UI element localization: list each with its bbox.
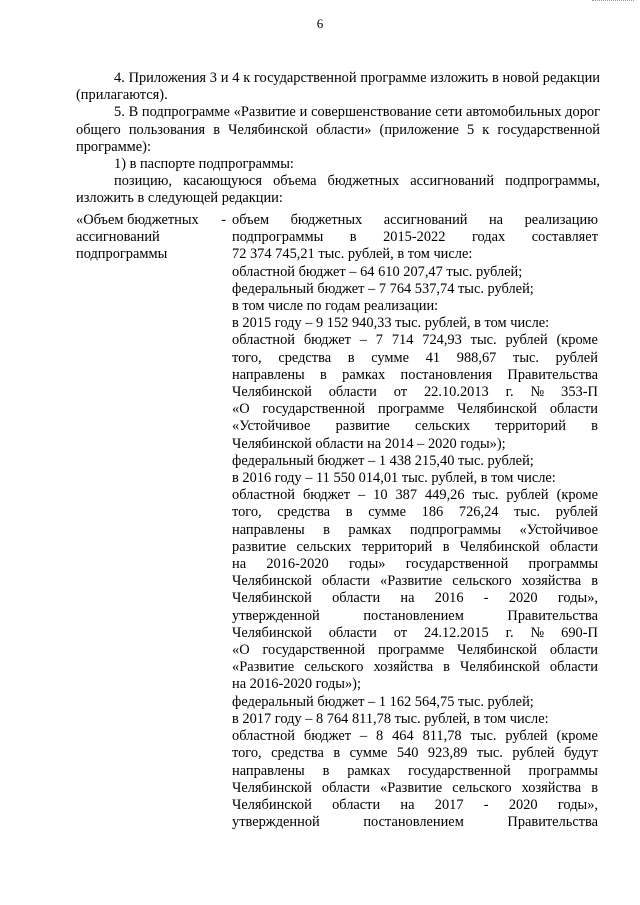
content-line: подпрограммы в 2015-2022 годах составляет	[232, 229, 598, 246]
content-line: областной бюджет – 10 387 449,26 тыс. рублей (кроме	[232, 487, 598, 504]
content-line: 72 374 745,21 тыс. рублей, в том числе:	[232, 246, 473, 263]
content-line: областной бюджет – 64 610 207,47 тыс. рублей;	[232, 263, 523, 280]
label-line-2: ассигнований	[76, 229, 160, 246]
content-line: областной бюджет – 7 714 724,93 тыс. рублей (кроме	[232, 332, 598, 349]
content-line: развитие сельских территорий в Челябинской области	[232, 538, 598, 555]
intro-block	[76, 70, 600, 208]
paragraph-subitem-1: 1) в паспорте подпрограммы:	[114, 156, 294, 173]
content-line: «О государственной программе Челябинской области	[232, 642, 598, 659]
paragraph-item-4: 4. Приложения 3 и 4 к государственной программе изложить в новой редакции (прилагаются).	[76, 70, 600, 104]
content-line: в 2016 году – 11 550 014,01 тыс. рублей, в том числе:	[232, 470, 556, 487]
content-line: федеральный бюджет – 1 438 215,40 тыс. рублей;	[232, 452, 534, 469]
content-line: Челябинской области на 2014 – 2020 годы»);	[232, 435, 506, 452]
content-line: в 2015 году – 9 152 940,33 тыс. рублей, в том числе:	[232, 315, 550, 332]
content-line: «Развитие сельского хозяйства в Челябинской области	[232, 659, 598, 676]
content-line: областной бюджет – 8 464 811,78 тыс. рублей (кроме	[232, 728, 598, 745]
position-content	[232, 212, 598, 831]
content-line: на 2016-2020 годы»);	[232, 676, 361, 693]
page-number: 6	[316, 16, 324, 31]
content-line: «О государственной программе Челябинской области	[232, 401, 598, 418]
content-line: Челябинской области от 22.10.2013 г. № 353-П	[232, 384, 598, 401]
content-line: Челябинской области на 2017 - 2020 годы»,	[232, 796, 598, 813]
content-line: федеральный бюджет – 1 162 564,75 тыс. рублей;	[232, 693, 534, 710]
content-line: Челябинской области от 24.12.2015 г. № 690-П	[232, 624, 598, 641]
content-line: того, средства в сумме 41 988,67 тыс. рублей	[232, 349, 598, 366]
content-line: объем бюджетных ассигнований на реализацию	[232, 212, 598, 228]
content-line: федеральный бюджет – 7 764 537,74 тыс. рублей;	[232, 280, 534, 297]
paragraph-position: позицию, касающуюся объема бюджетных ассигнований подпрограммы, изложить в следующей редакции:	[76, 173, 600, 207]
corner-mark	[592, 0, 634, 3]
content-line: Челябинской области «Развитие сельского хозяйства в	[232, 779, 598, 796]
label-dash: -	[221, 212, 226, 228]
label-line-3: подпрограммы	[76, 246, 168, 263]
content-line: на 2016-2020 годы» государственной программы	[232, 556, 598, 573]
label-word: «Объем бюджетных	[76, 212, 199, 228]
content-line: утвержденной постановлением Правительства	[232, 607, 598, 624]
content-line: того, средства в сумме 186 726,24 тыс. рублей	[232, 504, 598, 521]
label-line-1	[76, 212, 226, 229]
content-line: «Устойчивое развитие сельских территорий в	[232, 418, 598, 435]
content-line: в 2017 году – 8 764 811,78 тыс. рублей, в том числе:	[232, 710, 549, 727]
content-line: того, средства в сумме 540 923,89 тыс. рублей будут	[232, 745, 598, 762]
content-line: направлены в рамках постановления Правительства	[232, 366, 598, 383]
content-line: в том числе по годам реализации:	[232, 298, 439, 315]
content-line: Челябинской области на 2016 - 2020 годы»,	[232, 590, 598, 607]
content-line: утвержденной постановлением Правительства	[232, 814, 598, 831]
content-line: Челябинской области «Развитие сельского хозяйства в	[232, 573, 598, 590]
content-line: направлены в рамках государственной программы	[232, 762, 598, 779]
content-line: направлены в рамках подпрограммы «Устойчивое	[232, 521, 598, 538]
paragraph-item-5: 5. В подпрограмме «Развитие и совершенствование сети автомобильных дорог общего пользования в Челябинской области» (приложение 5 к государственной программе):	[76, 104, 600, 155]
position-label	[76, 212, 226, 264]
